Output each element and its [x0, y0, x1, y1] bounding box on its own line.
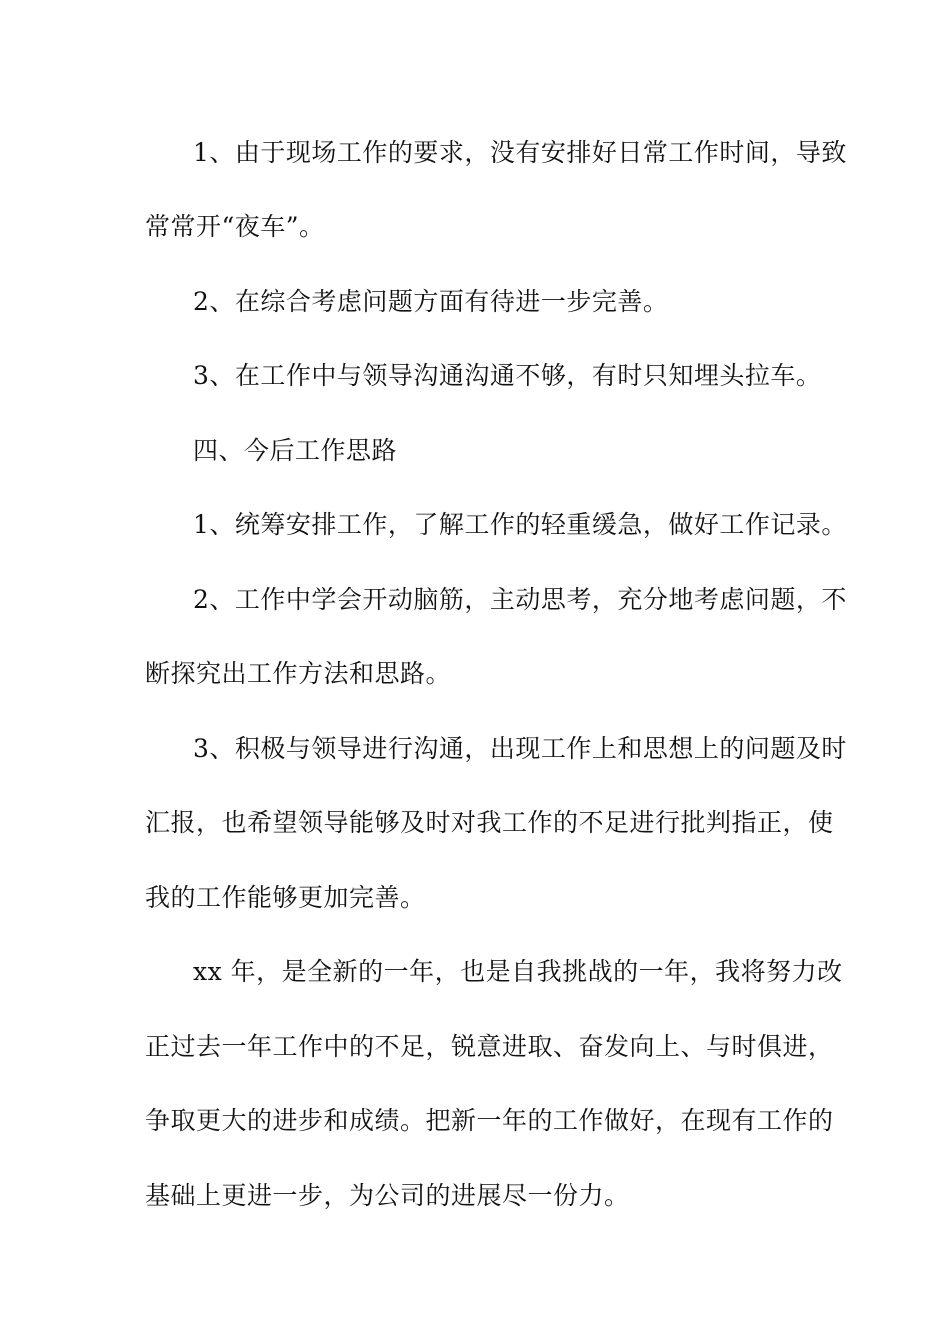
paragraph-line: 汇报，也希望领导能够及时对我工作的不足进行批判指正，使	[145, 808, 834, 837]
paragraph-line: 争取更大的进步和成绩。把新一年的工作做好，在现有工作的	[145, 1106, 834, 1135]
paragraph-line: 1、由于现场工作的要求，没有安排好日常工作时间，导致	[193, 138, 847, 167]
paragraph-line: 正过去一年工作中的不足，锐意进取、奋发向上、与时俱进，	[145, 1032, 834, 1061]
paragraph-line: 基础上更进一步，为公司的进展尽一份力。	[145, 1181, 630, 1210]
paragraph-line: 1、统筹安排工作，了解工作的轻重缓急，做好工作记录。	[193, 510, 847, 539]
paragraph-line: 我的工作能够更加完善。	[145, 883, 426, 912]
paragraph-line: 3、积极与领导进行沟通，出现工作上和思想上的问题及时	[193, 734, 847, 763]
paragraph-line: xx 年，是全新的一年，也是自我挑战的一年，我将努力改	[193, 957, 843, 986]
paragraph-line: 3、在工作中与领导沟通沟通不够，有时只知埋头拉车。	[193, 361, 822, 390]
section-heading: 四、今后工作思路	[193, 436, 398, 465]
paragraph-line: 2、工作中学会开动脑筋，主动思考，充分地考虑问题，不	[193, 585, 847, 614]
paragraph-line: 常常开“夜车”。	[145, 212, 325, 241]
paragraph-line: 2、在综合考虑问题方面有待进一步完善。	[193, 287, 669, 316]
paragraph-line: 断探究出工作方法和思路。	[145, 659, 452, 688]
